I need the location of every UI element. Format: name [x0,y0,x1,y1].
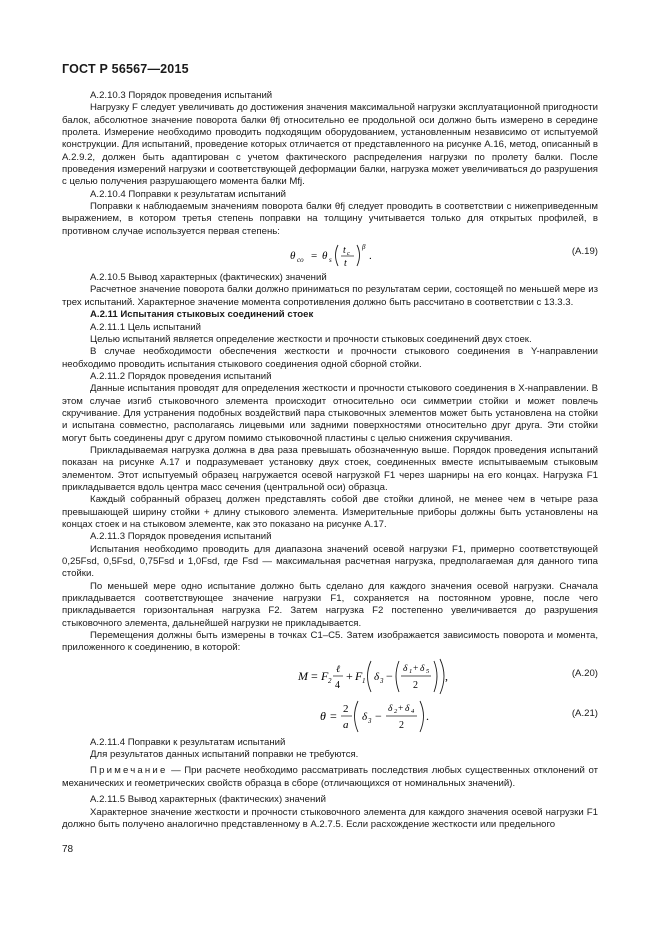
a20-d5: δ [420,663,425,674]
a20-four: 4 [335,679,340,691]
a20-len: ℓ [336,663,341,675]
a19-exponent: β [362,243,366,252]
a20-d1-sub: 1 [409,667,413,675]
paragraph: Испытания необходимо проводить для диапазона значений осевой нагрузки F1, примерно соответствующей 0,25Fsd, 0,5Fsd, 0,75Fsd и 1,0Fsd, где Fsd — максимальная расчетная нагрузка, предполагаемая для данного типа стойки. [62,543,598,580]
a20-F2: F [321,668,329,683]
note [62,765,598,790]
paragraph: Каждый собранный образец должен представлять собой две стойки длиной, не менее чем в четыре раза превышающей ширину стойки + длину стыкового элемента. Измерительные приборы должны быть установлены на концах стоек и на стыковом элементе, как это показано на рисунке А.17. [62,494,598,530]
paragraph: Расчетное значение поворота балки должно приниматься по результатам серии, состоящей по меньшей мере из трех испытаний. Характерное значение момента сопротивления должно быть рассчитано в соответствии с 13.3.3. [62,284,598,308]
a20-plus2: + [413,663,419,674]
svg-text:.: . [426,708,429,723]
note-text: — При расчете необходимо рассматривать последствия любых существенных отклонений от механических и геометрических свойств образца в сборе (отличающихся от номинальных значений). [62,765,598,789]
a20-lhs: M [298,668,308,683]
a21-d4-sub: 4 [411,707,415,715]
a19-rhs: θ [322,250,328,263]
a20-F1-sub: 1 [362,676,366,685]
svg-text:,: , [445,668,448,683]
section-heading-a2103: А.2.10.3 Порядок проведения испытаний [90,90,273,101]
paragraph: В случае необходимости обеспечения жесткости и прочности стыкового соединения в Y-направлении необходимо проводить испытания стыкового соединения одной сборной стойки. [62,346,598,370]
a21-d3-sub: 3 [368,716,372,725]
a21-two: 2 [399,719,404,731]
document-body [62,90,598,831]
paragraph: Характерное значение жесткости и прочности стыковочного элемента для каждого значения осевой нагрузки F1 должно быть получено аналогично представленному в А.2.7.5. Если расхождение жесткости или предельного [62,806,598,830]
svg-text:−: − [386,668,393,683]
svg-text:−: − [375,708,382,723]
svg-text:.: . [369,250,372,263]
a19-num: t [343,245,346,257]
a20-d3: δ [374,670,380,683]
a21-d2-sub: 2 [394,707,398,715]
page-number: 78 [62,844,74,855]
a20-two: 2 [413,679,418,691]
paragraph: Для результатов данных испытаний поправки не требуются. [90,749,359,761]
a21-d3: δ [362,710,368,723]
section-heading-a211: А.2.11 Испытания стыковых соединений стоек [90,309,314,321]
a19-lhs: θ [290,250,296,263]
a19-eq: = [311,250,318,263]
formula-a20 [62,657,598,695]
a20-d1: δ [403,663,408,674]
a20-d3-sub: 3 [380,676,384,685]
section-heading-a2112: А.2.11.2 Порядок проведения испытаний [90,370,272,382]
section-heading-a2104: А.2.10.4 Поправки к результатам испытаний [90,188,287,200]
paragraph: Поправки к наблюдаемым значениям поворота балки θfj следует проводить в соответствии с нижеприведенным выражением, в котором третья степень поправки на толщину учитывается только для открытых профилей, в противном случае используется первая степень: [62,201,598,237]
paragraph: Целью испытаний является определение жесткости и прочности стыковых соединений двух стоек. [90,333,532,345]
a19-rhs-sub: s [329,256,332,265]
section-heading-a2115: А.2.11.5 Вывод характерных (фактических) значений [90,794,326,806]
a20-F1: F [355,668,363,683]
a20-d5-sub: 5 [426,667,430,675]
paragraph: Прикладываемая нагрузка должна в два раза превышать обозначенную выше. Порядок проведения испытаний показан на рисунке А.17 и подразумевает установку двух стоек, соединенных вместе испытываемым стыковым элементом. Этот испытуемый образец нагружается осевой нагрузкой F1 через шарниры на его концах. Нагрузка F1 прикладывается вдоль центра масс сечения (центральной оси) образца. [62,444,598,493]
formula-a19-number: (А.19) [571,246,598,258]
svg-text:=: = [311,668,318,683]
formula-a19 [62,240,598,270]
a20-plus1: + [346,668,353,683]
paragraph: Нагрузку F следует увеличивать до достижения значения максимальной нагрузки эксплуатационной пригодности балок, абсолютное значение поворота балки θfj относительно ее продольной оси должно быть измерено в середине пролета. Измерение необходимо проводить подходящим оборудованием, установленным независимо от испытуемой конструкции. Для испытаний, проведение которых отличается от представленного на рисунке А.16, метод, описанный в А.2.9.2, должен быть адаптирован с учетом фактического распределения нагрузки по пролету балки. После проведения измерений нагрузки и соответствующей деформации балки, нагрузка может увеличиваться до разрушения с целью получения разрушающего момента балки Mfj. [62,102,598,188]
note-label: Примечание [90,765,168,777]
a21-lhs: θ [320,708,326,723]
document-code-header: ГОСТ Р 56567—2015 [62,62,189,76]
a20-F2-sub: 2 [328,676,332,685]
a21-d2: δ [388,703,393,714]
a19-num-sub: c [347,250,350,258]
paragraph: Данные испытания проводят для определения жесткости и прочности стыкового соединения в X-направлении. В этом случае изгиб стыковочного элемента происходит относительно оси симметрии стойки и может повлечь скручивание. Для устранения подобных воздействий пара стыковочных элементов может быть установлена на стойки и испытана совместно, располагаясь лицевыми или задними поверхностями относительно друг друга. Эти стойки могут быть соединены друг с другом помимо стыковочной пластины с целью снижения скручивания. [62,383,598,444]
formula-a20-number: (А.20) [571,667,598,679]
section-heading-a2111: А.2.11.1 Цель испытаний [90,321,201,333]
paragraph: Перемещения должны быть измерены в точках C1–C5. Затем изображается зависимость поворота и момента, приложенного к соединению, в которой: [62,630,598,654]
a21-d4: δ [405,703,410,714]
formula-a21 [62,697,598,735]
a19-lhs-sub: co [297,256,304,265]
section-heading-a2114: А.2.11.4 Поправки к результатам испытаний [90,736,286,748]
section-heading-a2105: А.2.10.5 Вывод характерных (фактических) значений [90,272,327,284]
a19-den: t [344,258,347,270]
formula-a21-number: (А.21) [571,707,598,719]
formula-a21-graphic [62,697,598,735]
a21-two-num: 2 [343,702,349,715]
paragraph: По меньшей мере одно испытание должно быть сделано для каждого значения осевой нагрузки. Сначала прикладывается соответствующее значение нагрузки F1, сохраняется на постоянном уровне, после чего прикладывается горизонтальная нагрузка F2. Затем нагрузка F2 постепенно увеличивается до разрушения стыковочного элемента, дальнейшей нагрузки не прикладывается. [62,580,598,629]
section-heading-a2113: А.2.11.3 Порядок проведения испытаний [90,531,272,543]
a21-plus: + [398,703,404,714]
formula-a20-graphic [62,657,598,695]
a21-a-den: a [343,718,349,731]
formula-a19-graphic [62,240,598,270]
svg-text:=: = [330,708,337,723]
